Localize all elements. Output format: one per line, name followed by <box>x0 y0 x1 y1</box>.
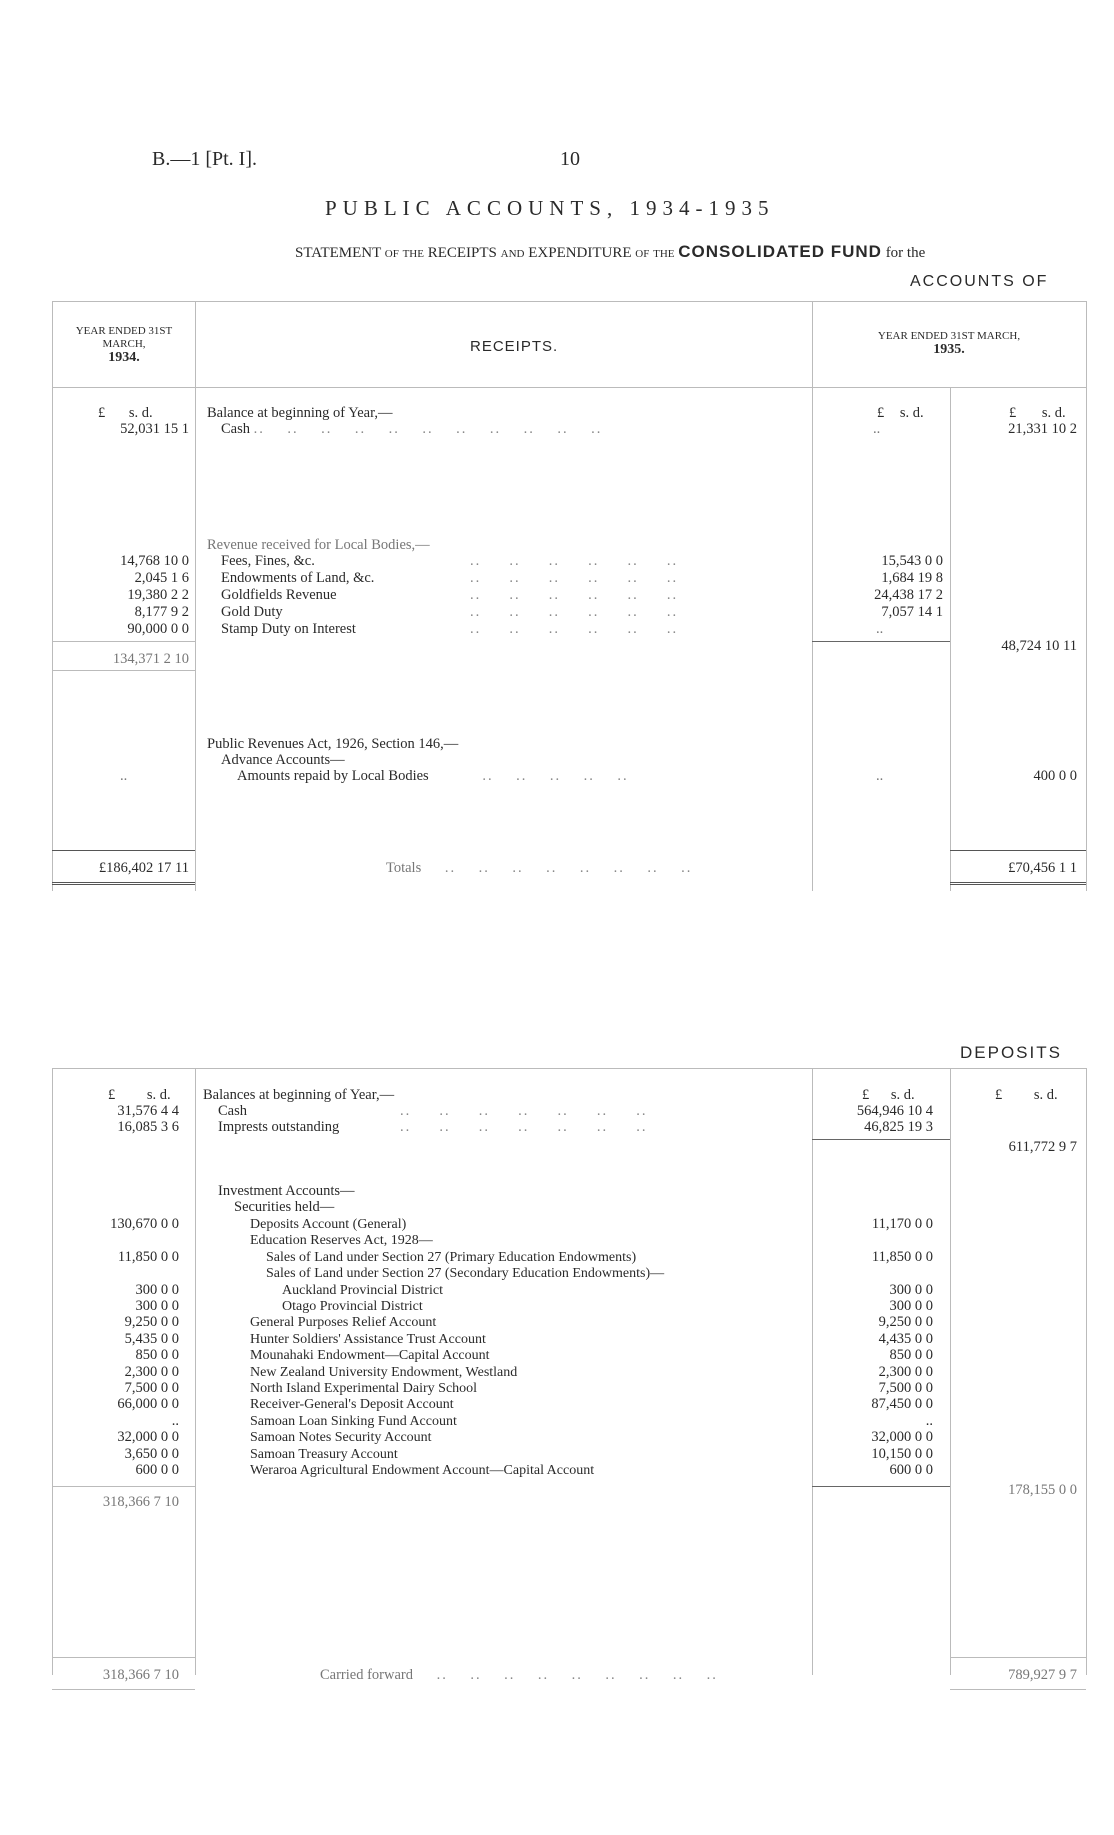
investment-row-1934: 5,435 0 0 <box>124 1331 179 1347</box>
investment-row-1935: 32,000 0 0 <box>871 1429 933 1445</box>
balance-1934: 16,085 3 6 <box>117 1119 179 1135</box>
balance-row <box>218 1119 339 1136</box>
year-1935-heading-year: 1935. <box>933 342 965 357</box>
shilling-sign: s. <box>899 405 910 421</box>
lsd-header-1935-outer <box>1009 405 1066 422</box>
table1-col-divider-2 <box>812 301 813 891</box>
pence-sign: d. <box>1054 405 1066 421</box>
balances-heading: Balances at beginning of Year,— <box>203 1087 395 1103</box>
statement-pre: STATEMENT of the RECEIPTS and EXPENDITURE of the <box>295 245 675 261</box>
investment-row-1935: 600 0 0 <box>889 1462 933 1478</box>
investment-row-1935: 4,435 0 0 <box>878 1331 933 1347</box>
pra-subheading: Advance Accounts— <box>221 752 345 768</box>
investment-row-1934: 32,000 0 0 <box>117 1429 179 1445</box>
investment-row-1934: 2,300 0 0 <box>124 1364 179 1380</box>
balance-1935: 564,946 10 4 <box>856 1103 933 1119</box>
lsd-header-1934 <box>108 1087 171 1104</box>
totals-rule-1935 <box>950 850 1086 851</box>
statement-line <box>295 242 925 262</box>
pound-sign: £ <box>862 1087 870 1103</box>
pra-1934-value: .. <box>120 768 128 784</box>
totals-double-rule-1934 <box>52 882 195 885</box>
pound-sign: £ <box>1009 405 1017 421</box>
totals-1935-value: £70,456 1 1 <box>1008 860 1077 876</box>
revenue-1934: 19,380 2 2 <box>127 587 189 603</box>
revenue-subtotal-rule-1935 <box>812 641 950 642</box>
leader-dots: .. .. .. .. .. <box>482 768 629 784</box>
investment-row-label: Weraroa Agricultural Endowment Account—Capital Account <box>250 1463 595 1478</box>
carried-1935-value: 789,927 9 7 <box>1008 1667 1077 1683</box>
totals-label: Totals <box>386 860 422 876</box>
pra-heading: Public Revenues Act, 1926, Section 146,— <box>207 736 459 752</box>
investment-row-1934: .. <box>171 1413 179 1429</box>
shilling-sign: s. <box>1033 1087 1044 1103</box>
cash-row <box>221 421 602 438</box>
investment-row-label: Samoan Treasury Account <box>250 1447 398 1462</box>
year-1934-heading <box>56 325 192 364</box>
carried-rule-1935 <box>950 1657 1086 1658</box>
table2-col-divider-right <box>1086 1068 1087 1675</box>
revenue-1935: 15,543 0 0 <box>881 553 943 569</box>
investment-row-label: Deposits Account (General) <box>250 1217 407 1232</box>
balance-row <box>218 1103 247 1120</box>
cash-1934-value: 52,031 15 1 <box>120 421 189 437</box>
revenue-row <box>221 553 315 570</box>
revenue-label: Stamp Duty on Interest <box>221 621 356 637</box>
lsd-header-1935-inner <box>862 1087 915 1104</box>
deposits-heading: DEPOSITS <box>960 1043 1062 1062</box>
pence-sign: d. <box>159 1087 171 1103</box>
revenue-total-1935: 48,724 10 11 <box>1001 638 1077 654</box>
totals-1934-value: £186,402 17 11 <box>98 860 189 876</box>
pound-sign: £ <box>108 1087 116 1103</box>
investment-total-1935: 178,155 0 0 <box>1008 1482 1077 1498</box>
section-heading-accounts: ACCOUNTS OF <box>910 273 1049 290</box>
investment-row-1934: 850 0 0 <box>135 1347 179 1363</box>
cash-1935-value: 21,331 10 2 <box>1008 421 1077 437</box>
cash-label: Cash <box>221 421 250 437</box>
balance-label: Cash <box>218 1103 247 1119</box>
pra-1935-inner-dots: .. <box>876 768 884 784</box>
totals-row <box>386 860 692 877</box>
cash-1935-inner-dots: .. <box>873 421 881 437</box>
revenue-label: Endowments of Land, &c. <box>221 570 375 586</box>
table2-top-rule <box>52 1068 1086 1069</box>
page-reference: B.—1 [Pt. I]. <box>152 148 257 170</box>
revenue-subtotal-rule-below <box>52 670 195 671</box>
revenue-1934: 8,177 9 2 <box>134 604 189 620</box>
statement-post: for the <box>885 245 926 261</box>
investment-row-1935: 10,150 0 0 <box>871 1446 933 1462</box>
investment-row-label: Sales of Land under Section 27 (Primary Education Endowments) <box>266 1250 637 1265</box>
totals-double-rule-1935 <box>950 882 1086 885</box>
balances-total-1935: 611,772 9 7 <box>1008 1139 1077 1155</box>
receipts-heading: RECEIPTS. <box>470 338 559 355</box>
carried-label: Carried forward <box>320 1667 413 1683</box>
investment-row-1934: 7,500 0 0 <box>124 1380 179 1396</box>
investment-row-label: Samoan Loan Sinking Fund Account <box>250 1414 457 1429</box>
lsd-header-1934 <box>98 405 190 422</box>
pound-sign: £ <box>877 405 885 421</box>
leader-dots: .. .. .. .. .. .. .. .. .. .. .. <box>253 421 603 437</box>
revenue-subtotal-rule-1934 <box>52 641 195 642</box>
investment-row-1935: 7,500 0 0 <box>878 1380 933 1396</box>
investment-row-label: Mounahaki Endowment—Capital Account <box>250 1348 490 1363</box>
investment-row-1934: 11,850 0 0 <box>117 1249 179 1265</box>
investment-row-label: Auckland Provincial District <box>282 1283 443 1298</box>
page-number: 10 <box>560 148 580 170</box>
leader-dots: .. .. .. .. .. .. .. .. .. <box>436 1667 718 1683</box>
investment-row-label: Otago Provincial District <box>282 1299 423 1314</box>
revenue-1934: 14,768 10 0 <box>120 553 189 569</box>
balance-1934: 31,576 4 4 <box>117 1103 179 1119</box>
revenue-1934: 90,000 0 0 <box>127 621 189 637</box>
lsd-header-1935-inner <box>877 405 924 422</box>
pence-sign: d. <box>1046 1087 1058 1103</box>
investment-subtotal-rule-1934 <box>52 1486 195 1487</box>
investment-row-label: Sales of Land under Section 27 (Secondary Education Endowments)— <box>266 1266 665 1281</box>
investment-row-label: New Zealand University Endowment, Westland <box>250 1365 518 1380</box>
year-1934-heading-year: 1934. <box>108 350 140 365</box>
year-1935-heading-text: YEAR ENDED 31ST MARCH, <box>877 330 1021 342</box>
pence-sign: d. <box>903 1087 915 1103</box>
table1-top-rule <box>52 301 1086 302</box>
pra-1935-value: 400 0 0 <box>1033 768 1077 784</box>
investment-row-label: Receiver-General's Deposit Account <box>250 1397 454 1412</box>
balance-heading: Balance at beginning of Year,— <box>207 405 393 421</box>
investment-row-label: Hunter Soldiers' Assistance Trust Account <box>250 1332 486 1347</box>
fund-name: CONSOLIDATED FUND <box>678 242 882 261</box>
investment-row-1935: 87,450 0 0 <box>871 1396 933 1412</box>
table2-col-divider-2 <box>812 1068 813 1675</box>
balances-subtotal-rule <box>812 1139 950 1140</box>
investment-row-1935: 300 0 0 <box>889 1282 933 1298</box>
pound-sign: £ <box>98 405 106 421</box>
table2-col-divider-left <box>52 1068 53 1675</box>
revenue-row <box>221 604 283 621</box>
page-title: PUBLIC ACCOUNTS, 1934-1935 <box>325 196 775 220</box>
revenue-label: Gold Duty <box>221 604 283 620</box>
totals-rule-1934 <box>52 850 195 851</box>
table1-col-divider-right <box>1086 301 1087 891</box>
carried-row <box>320 1667 718 1684</box>
pra-label: Amounts repaid by Local Bodies <box>237 768 429 784</box>
investment-row-1935: 11,170 0 0 <box>871 1216 933 1232</box>
investment-row-label: Samoan Notes Security Account <box>250 1430 432 1445</box>
revenue-row <box>221 587 337 604</box>
balance-leader-dots: .. .. .. .. .. .. .. .. .. .. .. .. .. .. <box>400 1103 648 1135</box>
table2-col-divider-1 <box>195 1068 196 1675</box>
revenue-leader-dots: .. .. .. .. .. .. .. .. .. .. .. .. .. .. .. .. .. .. .. .. .. .. .. .. .. .. .. .. .. .. <box>470 553 679 637</box>
investment-row-1934: 66,000 0 0 <box>117 1396 179 1412</box>
year-1935-heading <box>818 330 1080 356</box>
investment-row-1934: 130,670 0 0 <box>110 1216 179 1232</box>
table2-col-divider-3 <box>950 1068 951 1675</box>
investment-row-1935: 11,850 0 0 <box>871 1249 933 1265</box>
investment-row-1934: 9,250 0 0 <box>124 1314 179 1330</box>
carried-rule-1934 <box>52 1657 195 1658</box>
shilling-sign: s. <box>890 1087 901 1103</box>
revenue-row <box>221 621 356 638</box>
lsd-header-1935-outer <box>995 1087 1058 1104</box>
revenue-1935: .. <box>876 621 884 637</box>
revenue-1935: 1,684 19 8 <box>881 570 943 586</box>
revenue-1935: 24,438 17 2 <box>874 587 943 603</box>
table1-col-divider-3 <box>950 387 951 891</box>
revenue-label: Goldfields Revenue <box>221 587 337 603</box>
leader-dots: .. .. .. .. .. .. .. .. <box>444 860 693 876</box>
investment-row-label: General Purposes Relief Account <box>250 1315 437 1330</box>
investment-row-label: Education Reserves Act, 1928— <box>250 1233 433 1248</box>
investment-heading: Investment Accounts— <box>218 1183 355 1199</box>
investment-row-1934: 300 0 0 <box>135 1282 179 1298</box>
investment-row-1935: 300 0 0 <box>889 1298 933 1314</box>
year-1934-heading-text: YEAR ENDED 31ST MARCH, <box>75 325 173 350</box>
revenue-row <box>221 570 374 587</box>
investment-row-1935: .. <box>925 1413 933 1429</box>
revenue-label: Fees, Fines, &c. <box>221 553 315 569</box>
table1-col-divider-left <box>52 301 53 891</box>
balance-1935: 46,825 19 3 <box>864 1119 933 1135</box>
investment-row-1934: 300 0 0 <box>135 1298 179 1314</box>
investment-row-1934: 600 0 0 <box>135 1462 179 1478</box>
pra-row <box>237 768 629 785</box>
shilling-sign: s. <box>1041 405 1052 421</box>
investment-total-1934: 318,366 7 10 <box>102 1494 179 1510</box>
investment-row-1934: 3,650 0 0 <box>124 1446 179 1462</box>
carried-bottom-rule-1934 <box>52 1689 195 1690</box>
securities-heading: Securities held— <box>234 1199 335 1215</box>
investment-row-1935: 850 0 0 <box>889 1347 933 1363</box>
pound-sign: £ <box>995 1087 1003 1103</box>
shilling-sign: s. <box>128 405 139 421</box>
shilling-sign: s. <box>146 1087 157 1103</box>
revenue-1935: 7,057 14 1 <box>881 604 943 620</box>
balance-label: Imprests outstanding <box>218 1119 340 1135</box>
carried-bottom-rule-1935 <box>950 1689 1086 1690</box>
table1-col-divider-1 <box>195 301 196 891</box>
investment-subtotal-rule-1935 <box>812 1486 950 1487</box>
investment-row-1935: 2,300 0 0 <box>878 1364 933 1380</box>
revenue-1934: 2,045 1 6 <box>134 570 189 586</box>
revenue-total-1934: 134,371 2 10 <box>112 651 189 667</box>
pence-sign: d. <box>912 405 924 421</box>
investment-row-label: North Island Experimental Dairy School <box>250 1381 478 1396</box>
table1-head-rule <box>52 387 1086 388</box>
pence-sign: d. <box>141 405 153 421</box>
investment-row-1935: 9,250 0 0 <box>878 1314 933 1330</box>
revenue-heading: Revenue received for Local Bodies,— <box>207 537 430 553</box>
carried-1934-value: 318,366 7 10 <box>102 1667 179 1683</box>
